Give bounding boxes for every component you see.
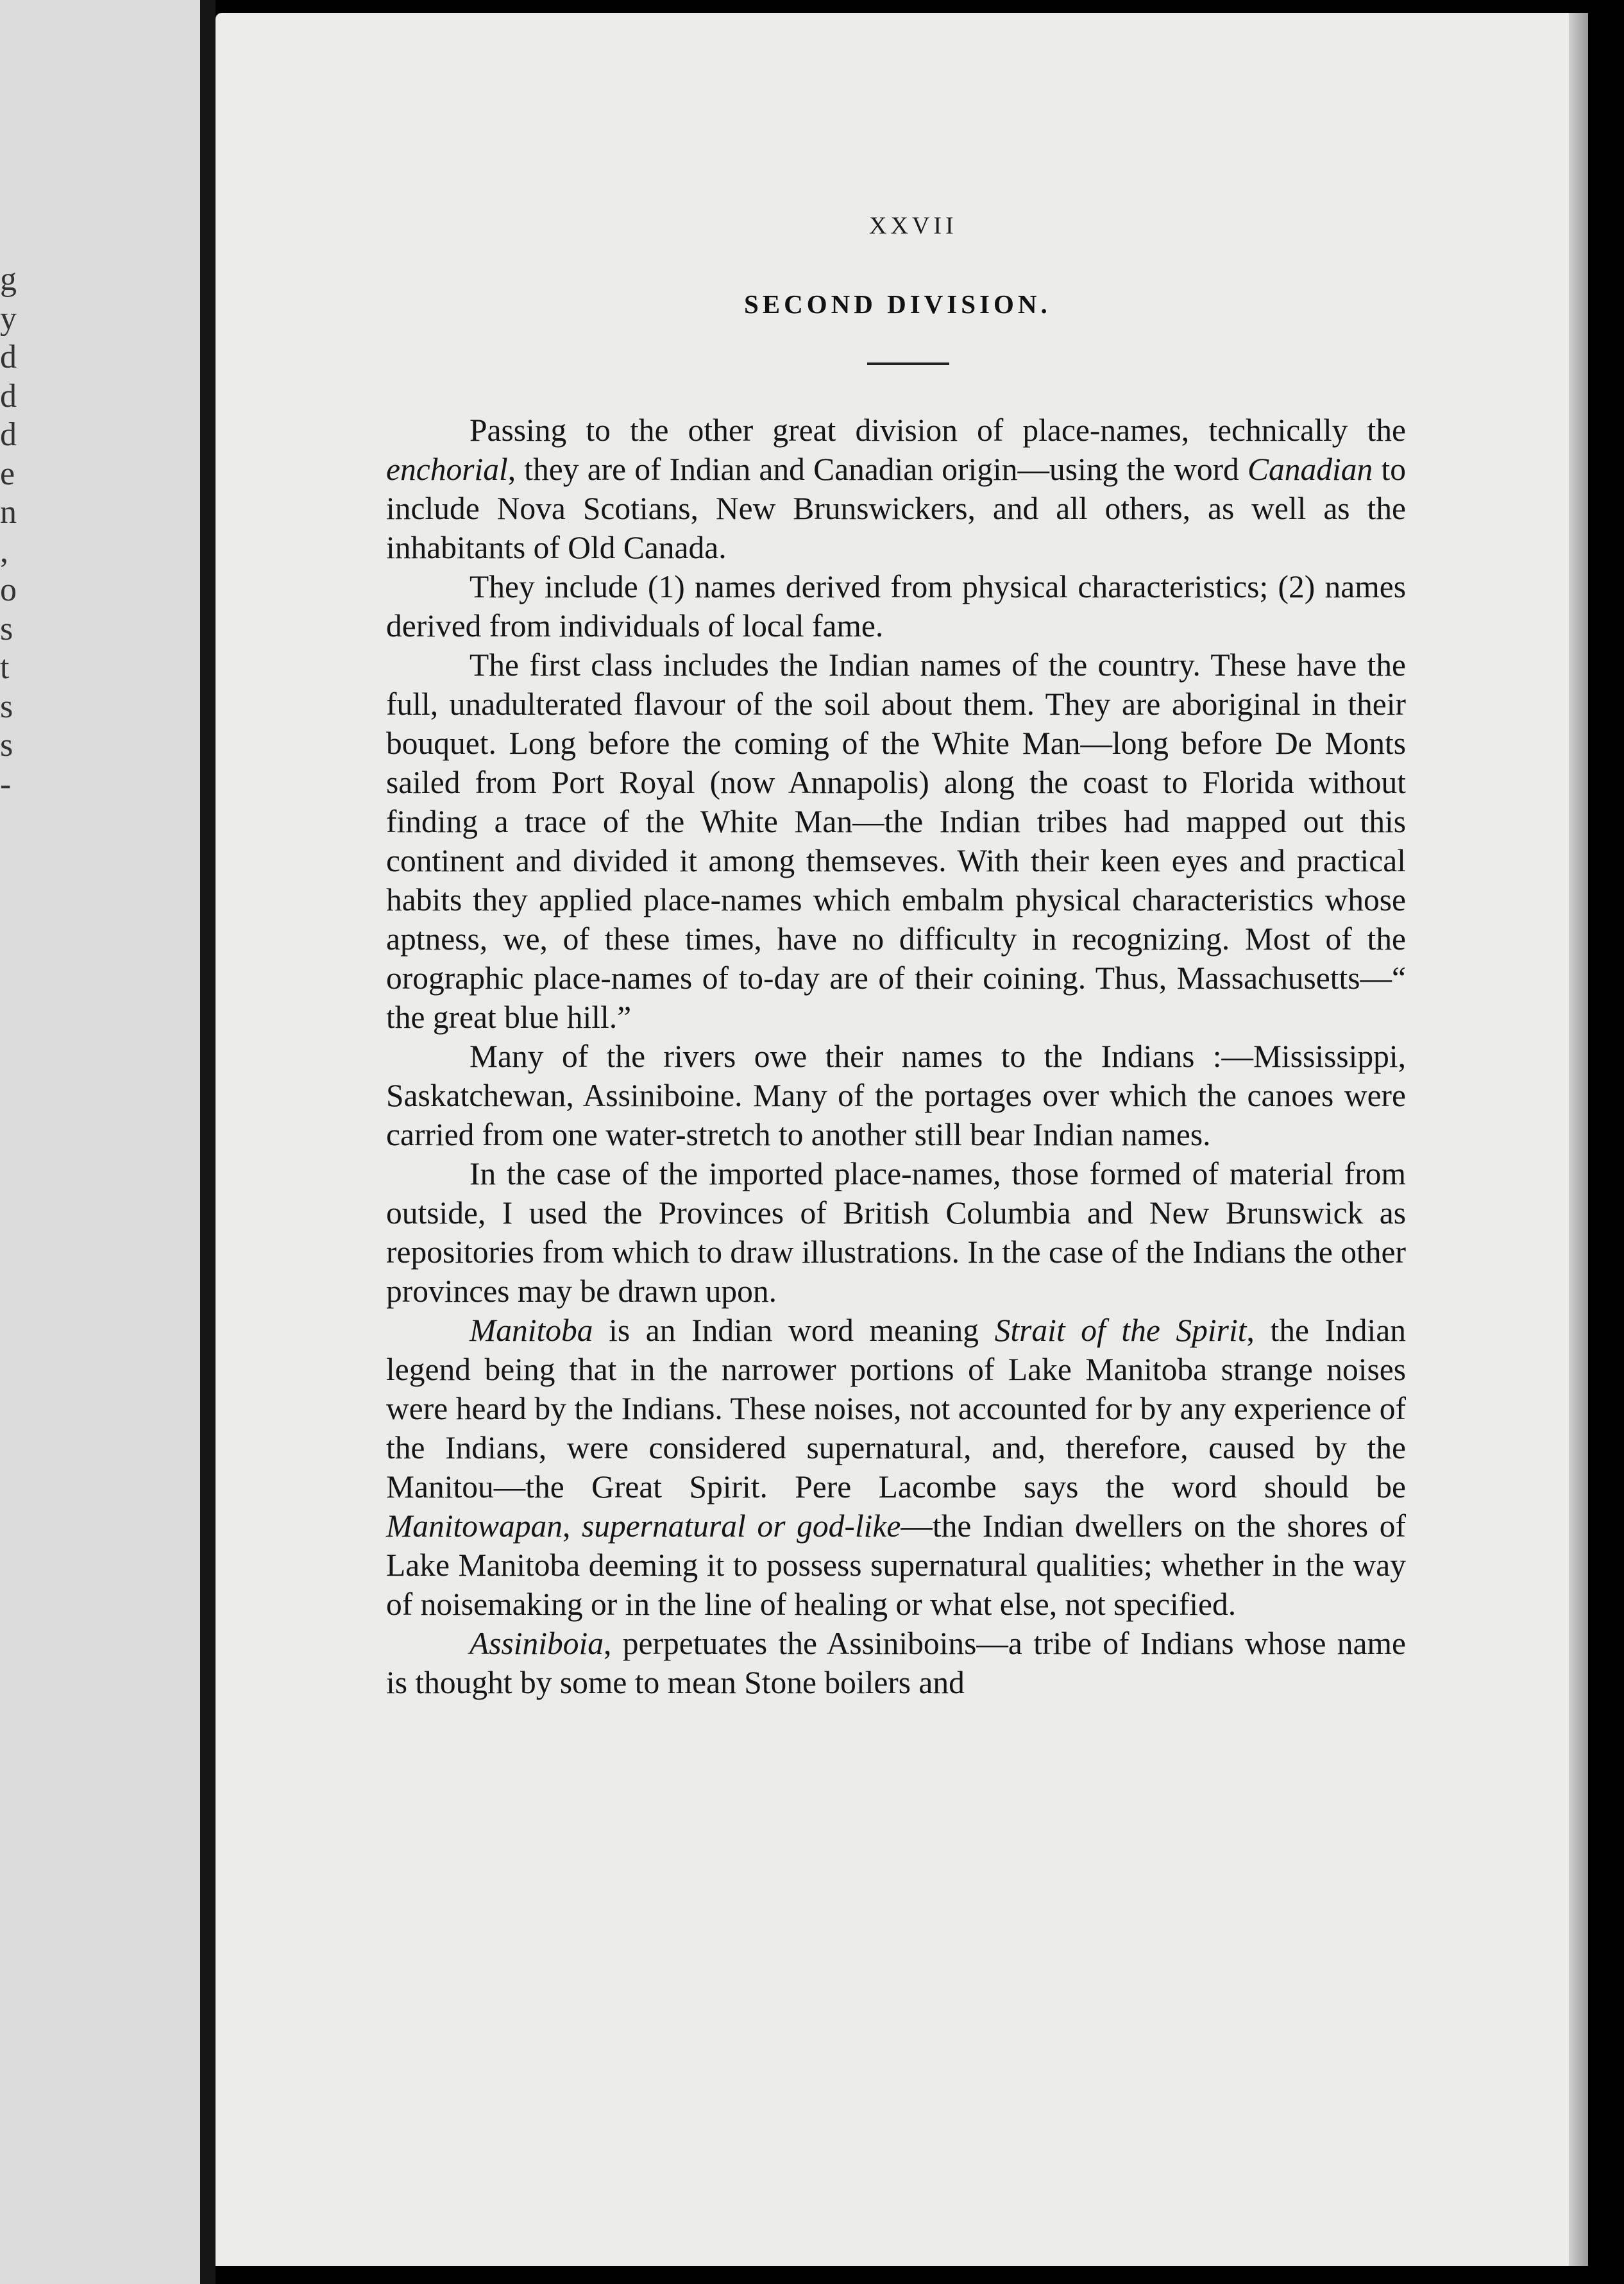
previous-page-letter: d — [0, 377, 17, 414]
previous-page-edge — [0, 0, 200, 2284]
text-run: , the Indian legend being that in the narrower portions of Lake Manitoba strange noises were heard by the Indians. These noises, not accounted for by any experience of the Indians, were considered supernatural, and, therefore, caused by the Manitou—the Great Spirit. Pere Lacombe says the word should be — [386, 1313, 1406, 1504]
previous-page-letter: d — [0, 339, 17, 375]
previous-page-letter: g — [0, 261, 17, 298]
previous-page-letter: , — [0, 533, 8, 570]
page-edge-shadow — [1569, 13, 1588, 2266]
text-run: Many of the rivers owe their names to the Indians :—Mississippi, Saskatchewan, Assiniboine. Many of the portages over which the canoes were carried from one water-stretch to another still bear Indian names. — [386, 1039, 1406, 1152]
text-run: , — [562, 1508, 582, 1544]
heading-rule — [867, 362, 949, 365]
italic-term: Canadian — [1248, 452, 1373, 487]
paragraph — [386, 645, 1406, 1037]
paragraph — [386, 567, 1406, 645]
text-run: In the case of the imported place-names, those formed of material from outside, I used the Provinces of British Columbia and New Brunswick as repositories from which to draw illustrations. In the case of the Indians the other provinces may be drawn upon. — [386, 1156, 1406, 1309]
book-gutter — [200, 0, 216, 2284]
previous-page-letter: n — [0, 494, 17, 531]
italic-term: Strait of the Spirit — [994, 1313, 1247, 1348]
previous-page-letter: s — [0, 688, 13, 725]
text-run: The first class includes the Indian names of the country. These have the full, unadulterated flavour of the soil about them. They are aboriginal in their bouquet. Long before the coming of the White Man—long before De Monts sailed from Port Royal (now Annapolis) along the coast to Florida without finding a trace of the White Man—the Indian tribes had mapped out this continent and divided it among themseves. With their keen eyes and practical habits they applied place-names which embalm physical characteristics whose aptness, we, of these times, have no difficulty in recognizing. Most of the orographic place-names of to-day are of their coining. Thus, Massachusetts—“ the great blue hill.” — [386, 647, 1406, 1035]
italic-term: supernatural or god-like — [582, 1508, 901, 1544]
text-run: —the Indian dwellers on the shores of Lake Manitoba deeming it to possess supernatural qualities; whether in the way of noisemaking or in the line of healing or what else, not specified. — [386, 1508, 1407, 1622]
text-run: Passing to the other great division of place-names, technically the — [469, 413, 1406, 448]
previous-page-letter: t — [0, 649, 10, 686]
paragraph — [386, 411, 1406, 567]
text-run: to include Nova Scotians, New Brunswickers, and all others, as well as the inhabitants of Old Canada. — [386, 452, 1406, 565]
paragraph — [386, 1311, 1406, 1624]
previous-page-letter: s — [0, 610, 13, 647]
paragraph — [386, 1624, 1406, 1702]
italic-term: enchorial — [386, 452, 508, 487]
italic-term: Manitoba — [469, 1313, 593, 1348]
text-run: , perpetuates the Assiniboins—a tribe of Indians whose name is thought by some to mean Stone boilers and — [386, 1626, 1406, 1700]
previous-page-letter: s — [0, 727, 13, 763]
page-number: XXVII — [869, 212, 958, 239]
italic-term: Assiniboia — [469, 1626, 604, 1661]
previous-page-letter: y — [0, 300, 17, 337]
body-text — [386, 411, 1406, 1702]
paragraph — [386, 1154, 1406, 1311]
section-heading: SECOND DIVISION. — [744, 289, 1051, 319]
previous-page-letter: o — [0, 572, 17, 608]
previous-page-letter: d — [0, 416, 17, 453]
italic-term: Manitowapan — [386, 1508, 563, 1544]
paragraph — [386, 1037, 1406, 1154]
previous-page-letter: - — [0, 765, 12, 803]
text-run: They include (1) names derived from physical characteristics; (2) names derived from individuals of local fame. — [386, 569, 1406, 643]
text-run: is an Indian word meaning — [593, 1313, 995, 1348]
previous-page-letter: e — [0, 455, 15, 492]
text-run: , they are of Indian and Canadian origin—using the word — [507, 452, 1248, 487]
